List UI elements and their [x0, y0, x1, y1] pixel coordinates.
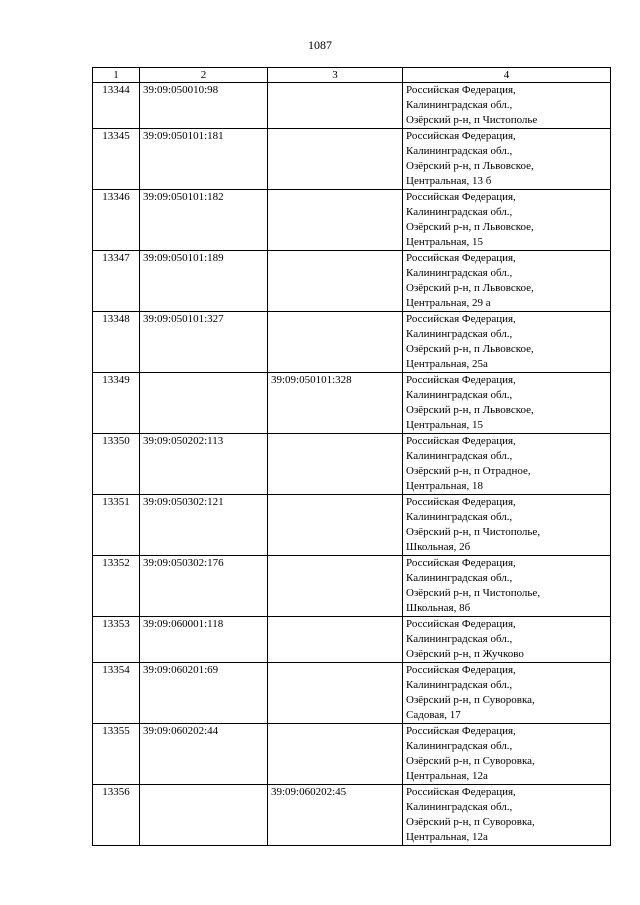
column-header-3: 3 [268, 68, 403, 83]
address-line: Озёрский р-н, п Суворовка, [406, 816, 535, 828]
address-line: Садовая, 17 [406, 709, 461, 721]
registry-table [92, 67, 611, 846]
address-line: Центральная, 13 б [406, 175, 492, 187]
cadastral-number-col3 [268, 663, 403, 724]
address-line: Центральная, 15 [406, 419, 483, 431]
row-number: 13345 [93, 129, 140, 190]
address-cell [403, 724, 611, 785]
row-number: 13347 [93, 251, 140, 312]
row-number: 13354 [93, 663, 140, 724]
cadastral-number-col2: 39:09:050202:113 [140, 434, 268, 495]
address-line: Российская Федерация, [406, 252, 516, 264]
table-row [93, 495, 611, 556]
row-number: 13346 [93, 190, 140, 251]
address-line: Школьная, 8б [406, 602, 471, 614]
cadastral-number-col3 [268, 190, 403, 251]
address-line: Российская Федерация, [406, 496, 516, 508]
cadastral-number-col2: 39:09:060201:69 [140, 663, 268, 724]
address-line: Озёрский р-н, п Жучково [406, 648, 524, 660]
column-header-2: 2 [140, 68, 268, 83]
cadastral-number-col3 [268, 434, 403, 495]
cadastral-number-col3: 39:09:060202:45 [268, 785, 403, 846]
address-line: Центральная, 18 [406, 480, 483, 492]
address-cell [403, 617, 611, 663]
table-row [93, 373, 611, 434]
address-line: Калининградская обл., [406, 206, 513, 218]
table-row [93, 663, 611, 724]
table-row [93, 129, 611, 190]
address-cell [403, 312, 611, 373]
cadastral-number-col3 [268, 724, 403, 785]
cadastral-number-col3 [268, 556, 403, 617]
cadastral-number-col2: 39:09:060001:118 [140, 617, 268, 663]
address-line: Озёрский р-н, п Чистополье [406, 114, 538, 126]
table-row [93, 251, 611, 312]
address-line: Озёрский р-н, п Отрадное, [406, 465, 531, 477]
cadastral-number-col2: 39:09:050101:189 [140, 251, 268, 312]
address-cell [403, 663, 611, 724]
column-header-1: 1 [93, 68, 140, 83]
table-row [93, 83, 611, 129]
address-line: Российская Федерация, [406, 557, 516, 569]
address-line: Озёрский р-н, п Суворовка, [406, 694, 535, 706]
cadastral-number-col2: 39:09:050010:98 [140, 83, 268, 129]
address-line: Калининградская обл., [406, 633, 513, 645]
address-line: Российская Федерация, [406, 313, 516, 325]
address-line: Центральная, 29 а [406, 297, 491, 309]
address-line: Российская Федерация, [406, 191, 516, 203]
table-row [93, 312, 611, 373]
address-line: Центральная, 15 [406, 236, 483, 248]
address-line: Калининградская обл., [406, 99, 513, 111]
cadastral-number-col2 [140, 785, 268, 846]
row-number: 13348 [93, 312, 140, 373]
address-line: Калининградская обл., [406, 328, 513, 340]
address-line: Центральная, 12а [406, 831, 488, 843]
table-row [93, 190, 611, 251]
cadastral-number-col2 [140, 373, 268, 434]
address-line: Российская Федерация, [406, 84, 516, 96]
header-row [93, 68, 611, 83]
address-line: Калининградская обл., [406, 450, 513, 462]
cadastral-number-col2: 39:09:050302:121 [140, 495, 268, 556]
address-line: Калининградская обл., [406, 679, 513, 691]
cadastral-number-col2: 39:09:050101:327 [140, 312, 268, 373]
row-number: 13353 [93, 617, 140, 663]
column-header-4: 4 [403, 68, 611, 83]
address-line: Калининградская обл., [406, 740, 513, 752]
address-cell [403, 373, 611, 434]
address-line: Калининградская обл., [406, 572, 513, 584]
address-line: Озёрский р-н, п Львовское, [406, 282, 534, 294]
cadastral-number-col3 [268, 83, 403, 129]
row-number: 13350 [93, 434, 140, 495]
address-line: Российская Федерация, [406, 664, 516, 676]
address-cell [403, 556, 611, 617]
table-row [93, 617, 611, 663]
cadastral-number-col3 [268, 495, 403, 556]
address-line: Озёрский р-н, п Львовское, [406, 160, 534, 172]
address-line: Российская Федерация, [406, 374, 516, 386]
address-cell [403, 129, 611, 190]
table-row [93, 724, 611, 785]
row-number: 13351 [93, 495, 140, 556]
address-line: Центральная, 25а [406, 358, 488, 370]
table-row [93, 434, 611, 495]
cadastral-number-col2: 39:09:050302:176 [140, 556, 268, 617]
address-line: Озёрский р-н, п Львовское, [406, 404, 534, 416]
row-number: 13344 [93, 83, 140, 129]
address-cell [403, 83, 611, 129]
address-cell [403, 434, 611, 495]
address-line: Озёрский р-н, п Чистополье, [406, 526, 541, 538]
table-body [93, 83, 611, 846]
address-cell [403, 785, 611, 846]
address-line: Калининградская обл., [406, 145, 513, 157]
address-line: Озёрский р-н, п Львовское, [406, 221, 534, 233]
page-number: 1087 [308, 38, 332, 52]
address-line: Школьная, 2б [406, 541, 471, 553]
address-line: Центральная, 12а [406, 770, 488, 782]
address-line: Российская Федерация, [406, 618, 516, 630]
address-line: Российская Федерация, [406, 725, 516, 737]
address-line: Озёрский р-н, п Суворовка, [406, 755, 535, 767]
address-cell [403, 495, 611, 556]
cadastral-number-col3 [268, 312, 403, 373]
cadastral-number-col3 [268, 129, 403, 190]
row-number: 13349 [93, 373, 140, 434]
address-line: Калининградская обл., [406, 267, 513, 279]
address-line: Озёрский р-н, п Львовское, [406, 343, 534, 355]
address-line: Калининградская обл., [406, 389, 513, 401]
address-line: Калининградская обл., [406, 511, 513, 523]
table-row [93, 556, 611, 617]
cadastral-number-col2: 39:09:050101:182 [140, 190, 268, 251]
address-line: Российская Федерация, [406, 435, 516, 447]
cadastral-number-col2: 39:09:060202:44 [140, 724, 268, 785]
address-line: Калининградская обл., [406, 801, 513, 813]
row-number: 13352 [93, 556, 140, 617]
address-line: Российская Федерация, [406, 130, 516, 142]
address-line: Озёрский р-н, п Чистополье, [406, 587, 541, 599]
row-number: 13355 [93, 724, 140, 785]
address-line: Российская Федерация, [406, 786, 516, 798]
cadastral-number-col3 [268, 251, 403, 312]
cadastral-number-col3 [268, 617, 403, 663]
row-number: 13356 [93, 785, 140, 846]
table-row [93, 785, 611, 846]
address-cell [403, 251, 611, 312]
cadastral-number-col3: 39:09:050101:328 [268, 373, 403, 434]
address-cell [403, 190, 611, 251]
cadastral-number-col2: 39:09:050101:181 [140, 129, 268, 190]
